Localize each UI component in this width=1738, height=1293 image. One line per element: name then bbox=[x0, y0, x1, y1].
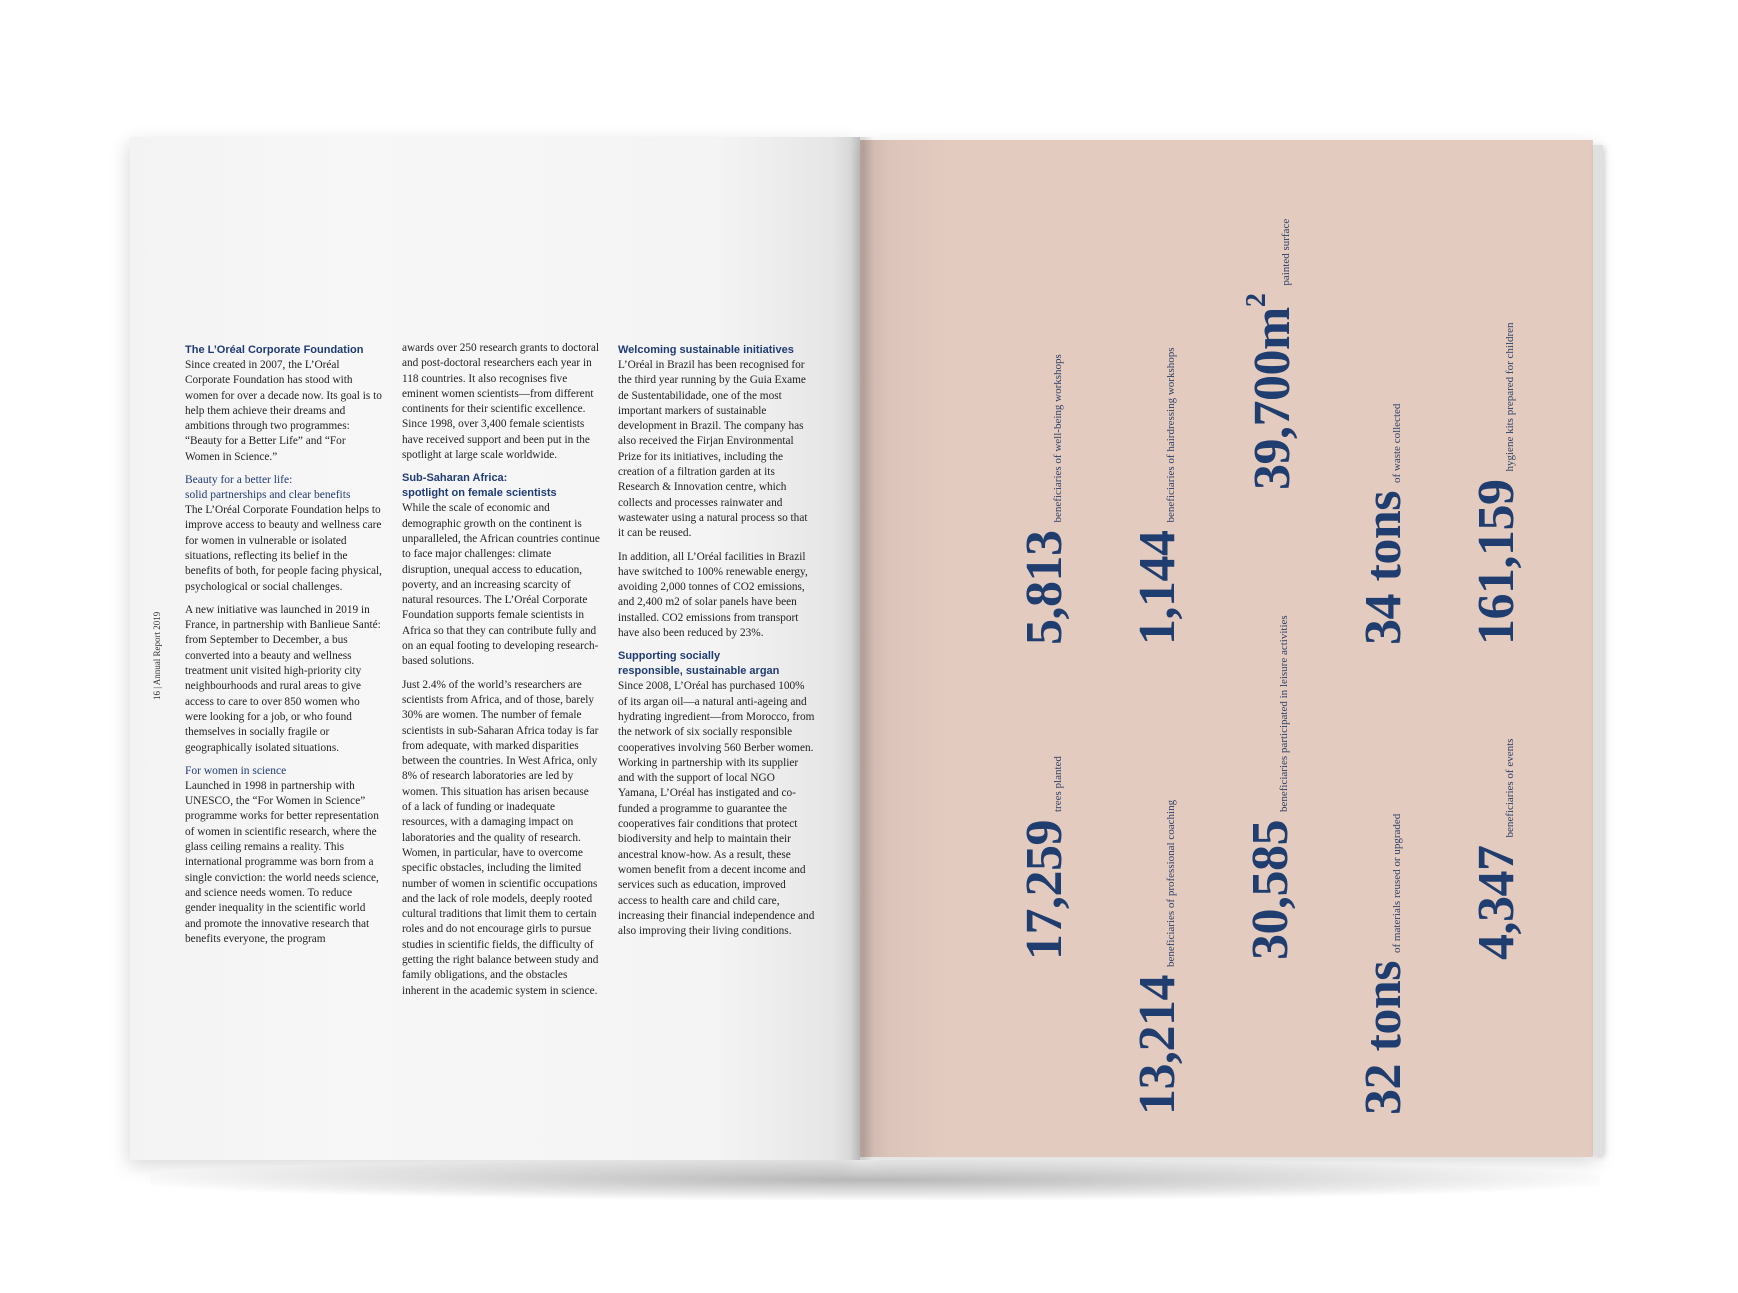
text-column-3 bbox=[618, 343, 816, 947]
book-shadow bbox=[150, 1160, 1600, 1200]
stat-label: painted surface bbox=[1280, 218, 1292, 286]
page-folio: 16 | Annual Report 2019 bbox=[152, 611, 162, 700]
stat-label: trees planted bbox=[1052, 756, 1064, 812]
heading-corporate-foundation: The L’Oréal Corporate Foundation bbox=[185, 344, 364, 356]
stat-label: beneficiaries of events bbox=[1504, 738, 1516, 838]
stat-value: 5,813 bbox=[1016, 530, 1073, 645]
stat-value: 17,259 bbox=[1016, 820, 1073, 960]
superscript: 2 bbox=[1241, 293, 1272, 308]
stat-value: $39,700m^2$ bbox=[1241, 293, 1301, 490]
paragraph: awards over 250 research grants to doctoral and post-doctoral researchers each year in 118 countries. It also recognises five eminent women scientists—from different continents for their scientific excellence. Since 1998, over 3,400 female scientists have received support and been put in the spotlight at large scale worldwide. bbox=[402, 342, 599, 462]
stat-value: 13,214 bbox=[1129, 975, 1186, 1115]
heading-sustainable-initiatives: Welcoming sustainable initiatives bbox=[618, 344, 794, 356]
paragraph: Since created in 2007, the L’Oréal Corporate Foundation has stood with women for over a decade now. Its goal is to help them achieve their dreams and ambitions through two programmes: “Beauty for a Better Life” and “For Women in Science.” bbox=[185, 359, 382, 463]
stat-label: of waste collected bbox=[1391, 403, 1403, 484]
text-column-1 bbox=[185, 343, 383, 955]
paragraph: Just 2.4% of the world’s researchers are scientists from Africa, and of those, barely 30% are women. The number of female scientists in sub-Saharan Africa today is far from adequate, with marked disparities between the countries. In West Africa, only 8% of research laboratories are led by women. This situation has arisen because of a lack of funding or inadequate resources, with a damaging impact on laboratories and the quality of research. Women, in particular, have to overcome specific obstacles, including the limited number of women in scientific occupations and the lack of role models, deeply rooted cultural traditions that limit them to certain roles and do not encourage girls to pursue studies in scientific fields, the difficulty of getting the right balance between study and family obligations, and the obstacles inherent in the academic system in science. bbox=[402, 678, 599, 997]
stat-events bbox=[1467, 739, 1526, 960]
stat-label: beneficiaries of hairdressing workshops bbox=[1165, 347, 1177, 523]
text-column-2 bbox=[402, 341, 600, 1007]
stat-waste-collected bbox=[1354, 404, 1413, 645]
paragraph: In addition, all L’Oréal facilities in Brazil have switched to 100% renewable energy, avoiding 2,000 tonnes of CO2 emissions, and 2,400 m2 of solar panels have been installed. CO2 emissions from transport have also been reduced by 23%. bbox=[618, 550, 808, 640]
stat-label: of materials reused or upgraded bbox=[1391, 813, 1403, 954]
subheading-beauty-line2: solid partnerships and clear benefits bbox=[185, 489, 351, 502]
heading-argan-line2: responsible, sustainable argan bbox=[618, 665, 780, 678]
stat-label: beneficiaries of professional coaching bbox=[1165, 799, 1177, 967]
right-page bbox=[860, 140, 1593, 1157]
stat-value: 1,144 bbox=[1129, 530, 1186, 645]
stat-materials-reused bbox=[1354, 814, 1413, 1115]
stat-hairdressing-workshops bbox=[1128, 347, 1187, 645]
subheading-women-in-science: For women in science bbox=[185, 764, 287, 777]
paragraph: The L’Oréal Corporate Foundation helps to improve access to beauty and wellness care for women in vulnerable or isolated situations, reflecting its belief in the benefits of both, for people facing physical, psychological or social challenges. bbox=[185, 504, 383, 593]
stat-label: beneficiaries of well-being workshops bbox=[1052, 354, 1064, 523]
stat-label: beneficiaries participated in leisure activities bbox=[1278, 615, 1290, 812]
heading-sub-saharan-line2: spotlight on female scientists bbox=[402, 487, 557, 500]
stat-professional-coaching bbox=[1128, 800, 1187, 1115]
stat-leisure-activities bbox=[1241, 615, 1300, 960]
stat-value: 30,585 bbox=[1242, 820, 1299, 960]
subheading-beauty-line1: Beauty for a better life: bbox=[185, 474, 293, 487]
stat-value: 161,159 bbox=[1468, 479, 1525, 645]
paragraph: Launched in 1998 in partnership with UNESCO, the “For Women in Science” programme works for better representation of women in scientific research, where the glass ceiling remains a reality. This international programme was born from a single conviction: the world needs science, and science needs women. To reduce gender inequality in the scientific world and promote the innovative research that benefits everyone, the program bbox=[185, 779, 379, 945]
heading-argan-line1: Supporting socially bbox=[618, 650, 721, 663]
heading-sub-saharan-line1: Sub-Saharan Africa: bbox=[402, 472, 508, 485]
book-gutter bbox=[850, 137, 874, 1160]
stat-hygiene-kits bbox=[1467, 322, 1526, 645]
stat-trees-planted bbox=[1015, 756, 1074, 960]
stat-value: 34 tons bbox=[1355, 491, 1412, 645]
page-edges bbox=[1593, 145, 1603, 1155]
paragraph: L’Oréal in Brazil has been recognised for the third year running by the Guia Exame de Sustentabilidade, one of the most important markers of sustainable development in Brazil. The company has also received the Firjan Environmental Prize for its initiatives, including the creation of a filtration garden at its Research & Innovation centre, which collects and processes rainwater and wastewater using a natural process so that it can be reused. bbox=[618, 359, 808, 540]
stat-well-being-workshops bbox=[1015, 354, 1074, 645]
stat-value: 32 tons bbox=[1355, 961, 1412, 1115]
stat-painted-surface bbox=[1241, 219, 1302, 490]
paragraph: While the scale of economic and demographic growth on the continent is unparalleled, the African countries continue to face major challenges: climate disruption, unequal access to education, poverty, and an increasing scarcity of natural resources. The L’Oréal Corporate Foundation supports female scientists in Africa so that they can contribute fully and on an equal footing to developing research-based solutions. bbox=[402, 502, 600, 668]
stat-value: 4,347 bbox=[1468, 845, 1525, 960]
stat-label: hygiene kits prepared for children bbox=[1504, 322, 1516, 472]
paragraph: A new initiative was launched in 2019 in France, in partnership with Banlieue Santé: from September to December, a bus converted into a beauty and wellness treatment unit visited high-priority city neighbourhoods and rural areas to give access to care to over 850 women who were looking for a job, or who found themselves in socially fragile or geographically isolated situations. bbox=[185, 603, 381, 754]
paragraph: Since 2008, L’Oréal has purchased 100% of its argan oil—a natural anti-ageing and hydrating ingredient—from Morocco, from the network of six socially responsible cooperatives involving 560 Berber women. Working in partnership with its supplier and with the support of local NGO Yamana, L’Oréal has instigated and co-funded a programme to guarantee the cooperatives fair conditions that protect biodiversity and help to maintain their ancestral know-how. As a result, these women benefit from a decent income and services such as education, improved access to health care and child care, increasing their financial independence and also improving their living conditions. bbox=[618, 680, 815, 938]
